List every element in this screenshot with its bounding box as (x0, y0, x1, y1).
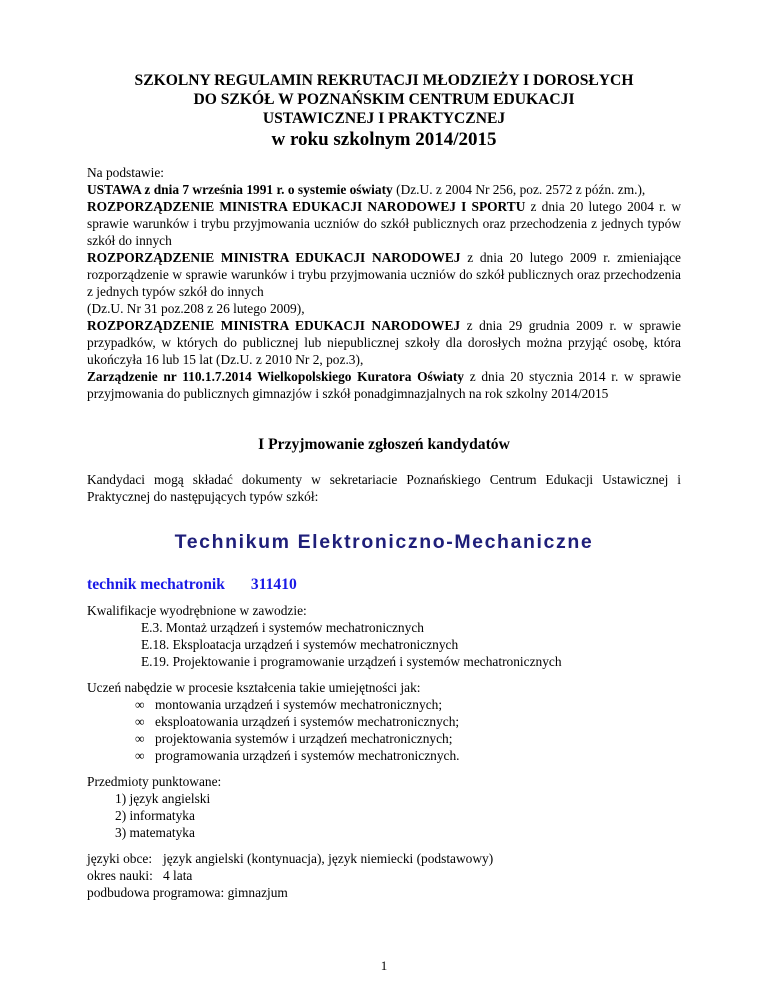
legal-basis-item: ROZPORZĄDZENIE MINISTRA EDUKACJI NARODOWEJ I SPORTU z dnia 20 lutego 2004 r. w sprawie warunków i trybu przyjmowania uczniów do szkół publicznych oraz przechodzenia z jednych typów szkół do innych (87, 199, 681, 248)
subject-item: 3) matematyka (115, 825, 195, 840)
languages-row (87, 850, 681, 867)
qualifications (87, 602, 681, 670)
legal-basis-item: Zarządzenie nr 110.1.7.2014 Wielkopolskiego Kuratora Oświaty z dnia 20 stycznia 2014 r. w sprawie przyjmowania do publicznych gimnazjów i szkół ponadgimnazjalnych na rok szkolny 2014/2015 (87, 369, 681, 401)
base-label: podbudowa programowa: (87, 885, 225, 900)
page-number: 1 (380, 958, 388, 973)
profession-name: technik mechatronik (87, 576, 225, 593)
infinity-bullet-icon: ∞ (135, 731, 145, 746)
duration-label: okres nauki: (87, 868, 153, 883)
school-name: Technikum Elektroniczno-Mechaniczne (174, 531, 594, 553)
duration-value: 4 lata (163, 868, 193, 883)
base-value: gimnazjum (227, 885, 288, 900)
qualifications-heading: Kwalifikacje wyodrębnione w zawodzie: (87, 603, 307, 618)
legal-basis-item: ROZPORZĄDZENIE MINISTRA EDUKACJI NARODOWEJ z dnia 20 lutego 2009 r. zmieniające rozporządzenie w sprawie warunków i trybu przyjmowania uczniów do szkół publicznych oraz przechodzenia z jednych typów szkół do innych (87, 250, 682, 299)
section-heading: I Przyjmowanie zgłoszeń kandydatów (258, 436, 510, 453)
section-intro: Kandydaci mogą składać dokumenty w sekretariacie Poznańskiego Centrum Edukacji Ustawicznej i Praktycznej do następujących typów szkół: (87, 472, 681, 504)
infinity-bullet-icon: ∞ (135, 714, 145, 729)
subject-item: 2) informatyka (115, 808, 195, 823)
subject-item: 1) język angielski (115, 791, 211, 806)
title-line-2: DO SZKÓŁ W POZNAŃSKIM CENTRUM EDUKACJI (193, 91, 575, 108)
skill-item: ∞ eksploatowania urządzeń i systemów mechatronicznych; (135, 714, 460, 729)
qualification-item: E.19. Projektowanie i programowanie urządzeń i systemów mechatronicznych (141, 654, 562, 669)
infinity-bullet-icon: ∞ (135, 697, 145, 712)
legal-basis-item: ROZPORZĄDZENIE MINISTRA EDUKACJI NARODOWEJ z dnia 29 grudnia 2009 r. w sprawie przypadków, w których do publicznej lub niepublicznej szkoły dla dorosłych można przyjąć osobę, która ukończyła 16 lub 15 lat (Dz.U. z 2010 Nr 2, poz.3), (87, 318, 681, 367)
skills-heading: Uczeń nabędzie w procesie kształcenia takie umiejętności jak: (87, 680, 421, 695)
document-page (87, 71, 681, 901)
subjects-heading: Przedmioty punktowane: (87, 774, 222, 789)
legal-basis-item: (Dz.U. Nr 31 poz.208 z 26 lutego 2009), (87, 301, 305, 316)
skill-item: ∞ projektowania systemów i urządzeń mechatronicznych; (135, 731, 453, 746)
skills (87, 679, 681, 764)
qualification-item: E.18. Eksploatacja urządzeń i systemów mechatronicznych (141, 637, 459, 652)
infinity-bullet-icon: ∞ (135, 748, 145, 763)
languages-value: język angielski (kontynuacja), język niemiecki (podstawowy) (163, 851, 494, 866)
duration-row (87, 867, 681, 884)
title-school-year: w roku szkolnym 2014/2015 (271, 129, 497, 150)
document-title (87, 71, 681, 152)
languages-label: języki obce: (87, 851, 153, 866)
study-details (87, 850, 681, 901)
legal-basis-intro: Na podstawie: (87, 165, 164, 180)
skill-item: ∞ montowania urządzeń i systemów mechatronicznych; (135, 697, 443, 712)
title-line-1: SZKOLNY REGULAMIN REKRUTACJI MŁODZIEŻY I DOROSŁYCH (134, 72, 634, 89)
profession-code: 311410 (250, 576, 297, 593)
scored-subjects (87, 773, 681, 841)
title-line-3: USTAWICZNEJ I PRAKTYCZNEJ (262, 110, 506, 127)
base-row (87, 884, 681, 901)
profession-heading (87, 576, 681, 593)
legal-basis-item: USTAWA z dnia 7 września 1991 r. o systemie oświaty (Dz.U. z 2004 Nr 256, poz. 2572 z późn. zm.), (87, 182, 646, 197)
skill-item: ∞ programowania urządzeń i systemów mechatronicznych. (135, 748, 460, 763)
legal-basis (87, 164, 681, 402)
qualification-item: E.3. Montaż urządzeń i systemów mechatronicznych (141, 620, 424, 635)
